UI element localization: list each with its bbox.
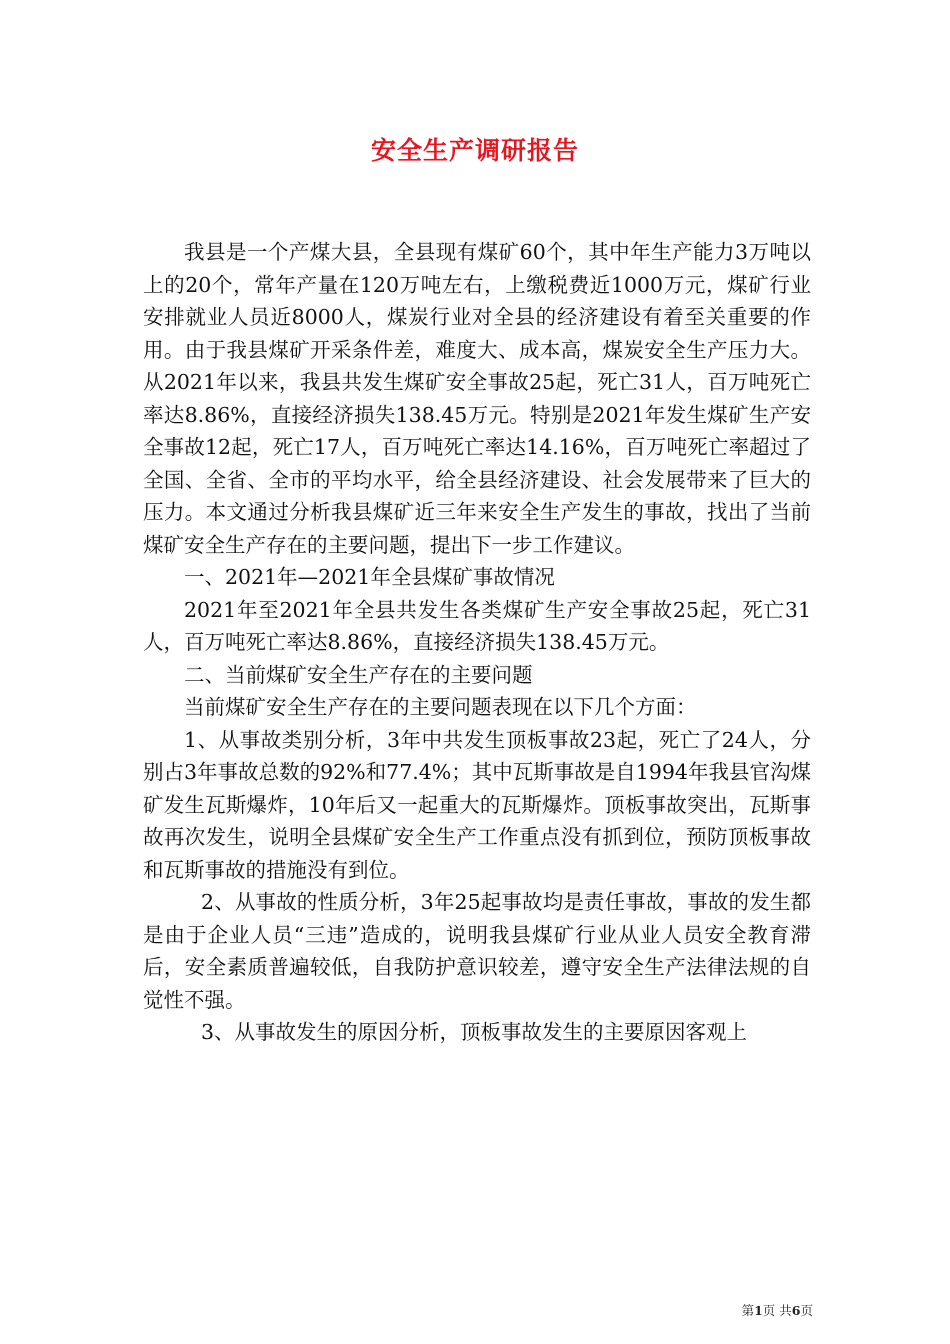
section-heading-1: 一、2021年—2021年全县煤矿事故情况 (184, 565, 555, 589)
paragraph-problems-intro: 当前煤矿安全生产存在的主要问题表现在以下几个方面： (184, 695, 697, 719)
paragraph-point-2: 2、从事故的性质分析，3年25起事故均是责任事故，事故的发生都是由于企业人员“三违”造成的，说明我县煤矿行业从业人员安全教育滞后，安全素质普遍较低，自我防护意识较差，遵守安全生产法律法规的自觉性不强。 (143, 890, 811, 1012)
paragraph-intro: 我县是一个产煤大县，全县现有煤矿60个，其中年生产能力3万吨以上的20个，常年产量在120万吨左右，上缴税费近1000万元，煤矿行业安排就业人员近8000人，煤炭行业对全县的经济建设有着至关重要的作用。由于我县煤矿开采条件差，难度大、成本高，煤炭安全生产压力大。从2021年以来，我县共发生煤矿安全事故25起，死亡31人，百万吨死亡率达8.86%，直接经济损失138.45万元。特别是2021年发生煤矿生产安全事故12起，死亡17人，百万吨死亡率达14.16%，百万吨死亡率超过了全国、全省、全市的平均水平，给全县经济建设、社会发展带来了巨大的压力。本文通过分析我县煤矿近三年来安全生产发生的事故，找出了当前煤矿安全生产存在的主要问题，提出下一步工作建议。 (143, 240, 811, 557)
footer-suffix: 页 (800, 1303, 813, 1318)
footer-prefix: 第 (741, 1303, 755, 1318)
page-number-footer (742, 1302, 813, 1320)
footer-current-page: 1 (754, 1303, 763, 1318)
footer-total-pages: 6 (791, 1303, 801, 1318)
paragraph-point-3: 3、从事故发生的原因分析，顶板事故发生的主要原因客观上 (201, 1020, 748, 1044)
paragraph-accident-summary: 2021年至2021年全县共发生各类煤矿生产安全事故25起，死亡31人，百万吨死亡率达8.86%，直接经济损失138.45万元。 (143, 597, 811, 654)
document-body (143, 236, 811, 1049)
document-title: 安全生产调研报告 (370, 136, 579, 165)
footer-middle: 页 共 (762, 1303, 792, 1318)
paragraph-point-1: 1、从事故类别分析，3年中共发生顶板事故23起，死亡了24人，分别占3年事故总数的92%和77.4%；其中瓦斯事故是自1994年我县官沟煤矿发生瓦斯爆炸，10年后又一起重大的瓦斯爆炸。顶板事故突出，瓦斯事故再次发生，说明全县煤矿安全生产工作重点没有抓到位，预防顶板事故和瓦斯事故的措施没有到位。 (143, 727, 811, 882)
section-heading-2: 二、当前煤矿安全生产存在的主要问题 (184, 662, 533, 687)
